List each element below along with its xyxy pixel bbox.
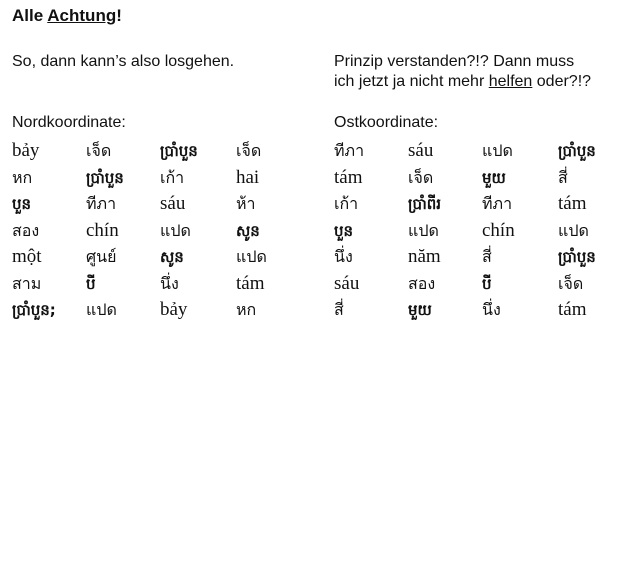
ost-word-r6-c2: สอง: [408, 274, 436, 293]
nord-word-r6-c1: สาม: [12, 274, 42, 293]
nord-word-r7-c2: แปด: [86, 300, 117, 319]
nord-word-r6-c2: បី: [86, 275, 96, 293]
nord-word-r4-c3: แปด: [160, 221, 191, 240]
title-underlined: Achtung: [47, 6, 117, 25]
nord-word-r7-c4: หก: [236, 300, 257, 319]
nord-word-r3-c2: ทีภา: [86, 194, 117, 213]
ost-word-r1-c2: sáu: [408, 140, 434, 161]
nord-word-r5-c4: แปด: [236, 247, 267, 266]
nord-word-r3-c3: sáu: [160, 193, 186, 214]
ost-word-r3-c3: ทีภา: [482, 194, 513, 213]
nord-word-r6-c3: นึ่ง: [160, 274, 179, 293]
nord-word-r7-c3: bảy: [160, 299, 188, 320]
nord-word-r4-c2: chín: [86, 220, 119, 241]
nord-word-r4-c4: សូន: [236, 222, 260, 240]
intro-right-text: [334, 52, 634, 92]
ost-word-r1-c3: แปด: [482, 141, 513, 160]
ost-word-r3-c2: ប្រាំពីរ: [408, 195, 442, 213]
nord-word-r7-c1: ប្រាំបួន;: [12, 301, 56, 319]
ost-word-r4-c2: แปด: [408, 221, 439, 240]
page-title: [12, 6, 122, 26]
ost-word-r7-c2: មួយ: [408, 301, 432, 319]
nord-word-r2-c1: หก: [12, 168, 33, 187]
nord-word-r1-c1: bảy: [12, 140, 40, 161]
ost-word-r5-c2: năm: [408, 246, 441, 267]
ost-word-r5-c1: นึ่ง: [334, 247, 353, 266]
nord-word-r1-c4: เจ็ด: [236, 141, 262, 160]
nordkoordinate-grid: [12, 138, 312, 338]
intro-left-text: So, dann kann’s also losgehen.: [12, 53, 235, 70]
ost-word-r5-c3: สี่: [482, 247, 492, 266]
title-prefix: Alle: [12, 6, 48, 25]
nord-word-r6-c4: tám: [236, 273, 265, 294]
ost-word-r7-c3: นึ่ง: [482, 300, 501, 319]
nord-word-r2-c3: เก้า: [160, 168, 185, 187]
ost-word-r3-c1: เก้า: [334, 194, 359, 213]
nord-word-r1-c2: เจ็ด: [86, 141, 112, 160]
ost-word-r6-c1: sáu: [334, 273, 360, 294]
ost-word-r3-c4: tám: [558, 193, 587, 214]
intro-right-line2: ich jetzt ja nicht mehr helfen oder?!?: [334, 73, 592, 90]
ostkoordinate-label: Ostkoordinate:: [334, 114, 439, 131]
ost-word-r4-c1: បួន: [334, 222, 354, 240]
ost-word-r6-c3: បី: [482, 275, 492, 293]
nordkoordinate-label: Nordkoordinate:: [12, 114, 126, 131]
nord-word-r2-c4: hai: [236, 167, 260, 188]
nord-word-r1-c3: ប្រាំបួន: [160, 142, 198, 160]
ost-word-r4-c3: chín: [482, 220, 515, 241]
nord-word-r5-c1: một: [12, 246, 42, 267]
title-suffix: !: [116, 6, 122, 25]
ost-word-r1-c4: ប្រាំបួន: [558, 142, 596, 160]
ost-word-r4-c4: แปด: [558, 221, 589, 240]
ost-word-r7-c1: สี่: [334, 300, 344, 319]
helfen-underlined: helfen: [488, 73, 533, 90]
intro-right-line1: Prinzip verstanden?!? Dann muss: [334, 53, 575, 70]
nord-word-r5-c2: ศูนย์: [86, 247, 117, 266]
ost-word-r6-c4: เจ็ด: [558, 274, 584, 293]
ost-word-r7-c4: tám: [558, 299, 587, 320]
nord-word-r5-c3: សូន: [160, 248, 184, 266]
ost-word-r2-c4: สี่: [558, 168, 568, 187]
nord-word-r2-c2: ប្រាំបួន: [86, 169, 124, 187]
ost-word-r2-c2: เจ็ด: [408, 168, 434, 187]
nord-word-r3-c4: ห้า: [236, 194, 256, 213]
nord-word-r4-c1: สอง: [12, 221, 40, 240]
ost-word-r2-c1: tám: [334, 167, 363, 188]
ost-word-r5-c4: ប្រាំបួន: [558, 248, 596, 266]
ost-word-r1-c1: ทีภา: [334, 141, 365, 160]
nord-word-r3-c1: បួន: [12, 195, 32, 213]
ostkoordinate-grid: [334, 138, 634, 338]
ost-word-r2-c3: មួយ: [482, 169, 506, 187]
